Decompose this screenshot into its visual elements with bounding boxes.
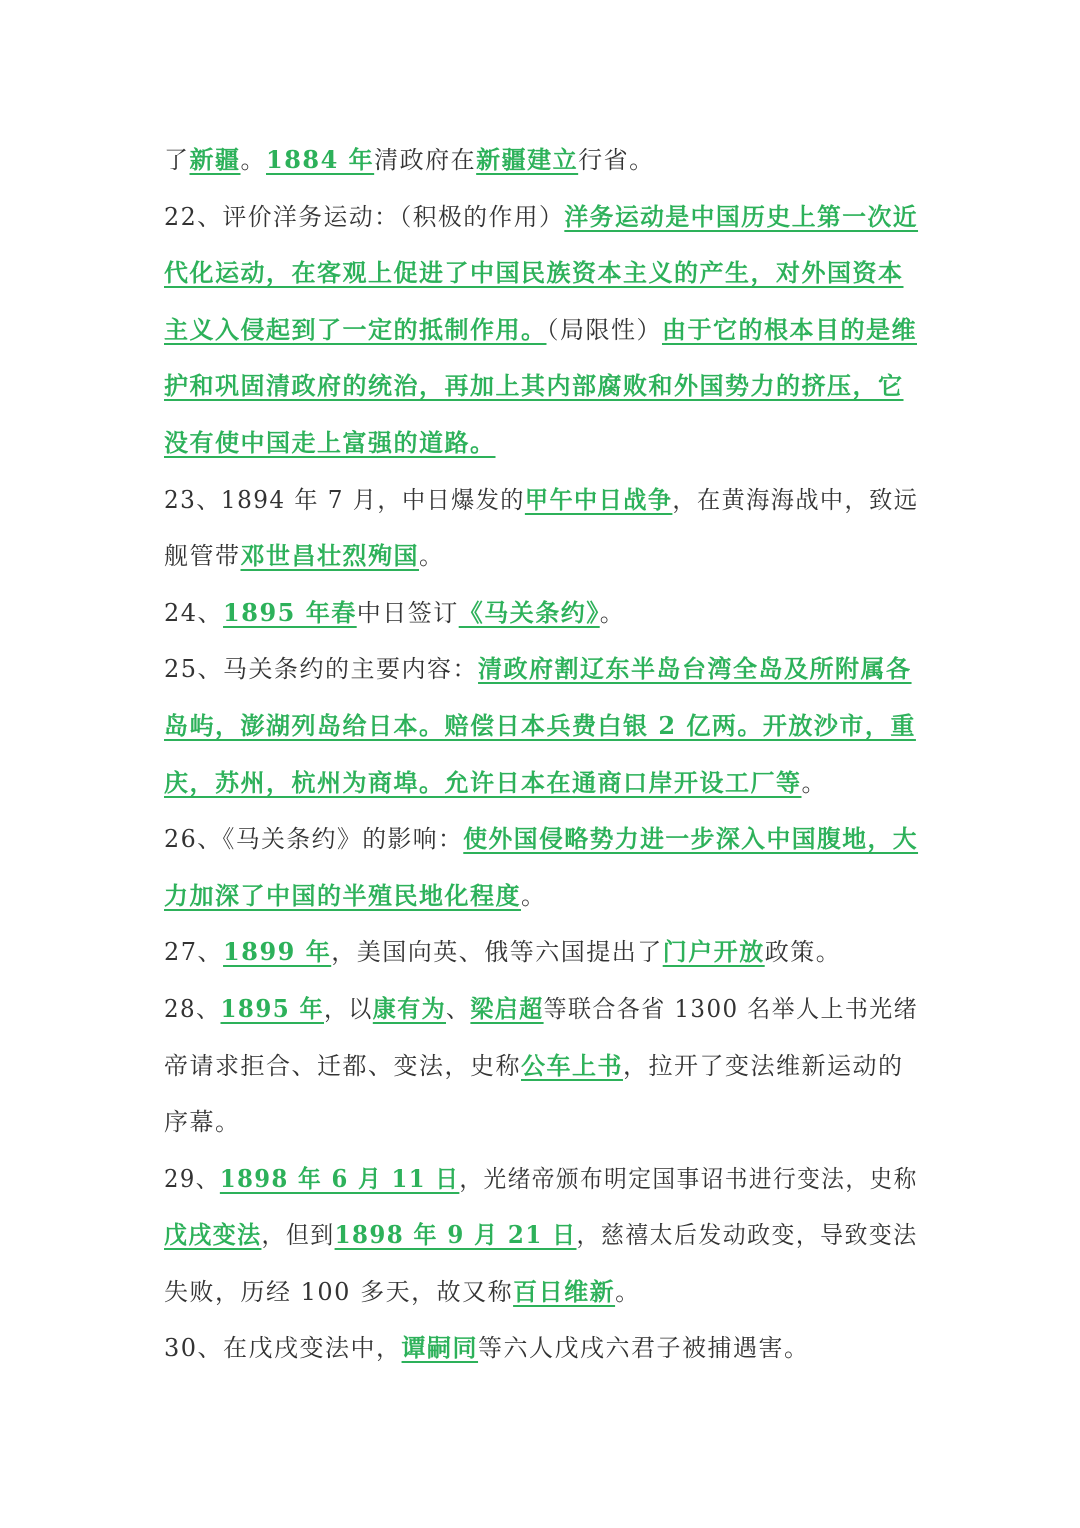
body-text: 。 [240, 146, 266, 174]
body-text: ，美国向英、俄等六国提出了 [331, 938, 663, 967]
highlighted-answer: 1899 年 [223, 937, 332, 967]
text-line [164, 132, 918, 189]
text-line [164, 358, 918, 415]
body-text: 政策。 [764, 938, 842, 967]
highlighted-answer: 使外国侵略势力进一步深入中国腹地，大 [463, 824, 919, 854]
highlighted-answer: 康有为 [372, 993, 447, 1023]
body-text: 序幕。 [164, 1108, 241, 1137]
body-text: 。 [615, 1277, 641, 1306]
highlighted-answer: 梁启超 [470, 993, 544, 1023]
body-text: 了 [164, 146, 190, 174]
highlighted-answer: 代化运动，在客观上促进了中国民族资本主义的产生，对外国资本 [164, 258, 904, 288]
text-line [164, 641, 918, 698]
body-text: ，慈禧太后发动政变，导致变法 [576, 1221, 918, 1250]
body-text: 29、 [164, 1164, 220, 1193]
body-text: 等六人戊戌六君子被捕遇害。 [478, 1334, 810, 1363]
text-line [164, 189, 919, 246]
highlighted-answer: 戊戌变法 [164, 1220, 262, 1250]
highlighted-answer: 力加深了中国的半殖民地化程度 [164, 880, 521, 910]
text-line [164, 981, 919, 1038]
text-line [164, 1038, 918, 1095]
highlighted-answer: 门户开放 [662, 937, 765, 967]
highlighted-answer: 公车上书 [521, 1050, 623, 1080]
highlighted-answer: 护和巩固清政府的统治，再加上其内部腐败和外国势力的挤压，它 [164, 371, 904, 401]
body-text: 22、评价洋务运动：（积极的作用） [164, 202, 565, 231]
body-text: 24、 [164, 598, 224, 627]
document-body [164, 132, 918, 1377]
text-line [164, 811, 919, 868]
highlighted-answer: 邓世昌壮烈殉国 [240, 541, 419, 571]
body-text: （局限性） [546, 315, 662, 344]
body-text: 中日签订 [356, 598, 459, 627]
highlighted-answer: 庆，苏州，杭州为商埠。允许日本在通商口岸开设工厂等 [164, 767, 802, 797]
body-text: 。 [419, 542, 445, 571]
highlighted-answer: 新疆 [189, 145, 241, 174]
highlighted-answer: 岛屿，澎湖列岛给日本。赔偿日本兵费白银 2 亿两。开放沙市，重 [164, 710, 916, 740]
body-text: 失败，历经 100 多天，故又称 [164, 1277, 514, 1306]
text-line [164, 1094, 918, 1151]
text-line [164, 755, 918, 812]
highlighted-answer: 《马关条约》 [458, 597, 600, 627]
text-line [164, 1320, 918, 1377]
text-line [164, 1264, 918, 1321]
body-text: 27、 [164, 938, 224, 967]
highlighted-answer: 洋务运动是中国历史上第一次近 [564, 201, 919, 231]
text-line [164, 924, 918, 981]
body-text: ，但到 [261, 1221, 335, 1250]
text-line [164, 302, 918, 359]
body-text: 30、在戊戌变法中， [164, 1334, 402, 1363]
highlighted-answer: 没有使中国走上富强的道路。 [164, 427, 496, 457]
body-text: 。 [521, 881, 547, 910]
highlighted-answer: 谭嗣同 [401, 1333, 479, 1363]
highlighted-answer: 清政府割辽东半岛台湾全岛及所附属各 [478, 654, 912, 684]
body-text: ，拉开了变法维新运动的 [623, 1051, 904, 1080]
body-text: 。 [801, 768, 827, 797]
body-text: 等联合各省 1300 名举人上书光绪 [543, 994, 919, 1023]
highlighted-answer: 主义入侵起到了一定的抵制作用。 [164, 314, 547, 344]
body-text: 行省。 [578, 146, 655, 174]
text-line [164, 472, 919, 529]
body-text: 、 [446, 994, 471, 1023]
highlighted-answer: 1898 年 6 月 11 日 [219, 1163, 460, 1193]
text-line [164, 1151, 918, 1208]
body-text: ，在黄海海战中，致远 [672, 485, 919, 514]
highlighted-answer: 新疆建立 [476, 145, 579, 174]
body-text: ，以 [323, 994, 373, 1023]
body-text: 舰管带 [164, 542, 241, 571]
body-text: 。 [599, 598, 626, 627]
text-line [164, 245, 918, 302]
body-text: 清政府在 [374, 146, 477, 174]
highlighted-answer: 1895 年春 [223, 597, 357, 627]
highlighted-answer: 由于它的根本目的是维 [662, 314, 917, 344]
text-line [164, 1207, 918, 1264]
highlighted-answer: 甲午中日战争 [524, 484, 673, 514]
body-text: 帝请求拒合、迁都、变法，史称 [164, 1051, 521, 1080]
text-line [164, 585, 918, 642]
body-text: 23、1894 年 7 月，中日爆发的 [164, 485, 525, 514]
text-line [164, 698, 918, 755]
highlighted-answer: 百日维新 [513, 1276, 616, 1306]
highlighted-answer: 1884 年 [266, 145, 375, 174]
body-text: 25、马关条约的主要内容： [164, 655, 479, 684]
highlighted-answer: 1898 年 9 月 21 日 [334, 1220, 577, 1250]
body-text: ，光绪帝颁布明定国事诏书进行变法，史称 [459, 1164, 918, 1193]
text-line [164, 868, 918, 925]
body-text: 28、 [164, 994, 221, 1023]
text-line [164, 415, 918, 472]
body-text: 26、《马关条约》的影响： [164, 825, 464, 854]
text-line [164, 528, 918, 585]
highlighted-answer: 1895 年 [220, 993, 324, 1023]
